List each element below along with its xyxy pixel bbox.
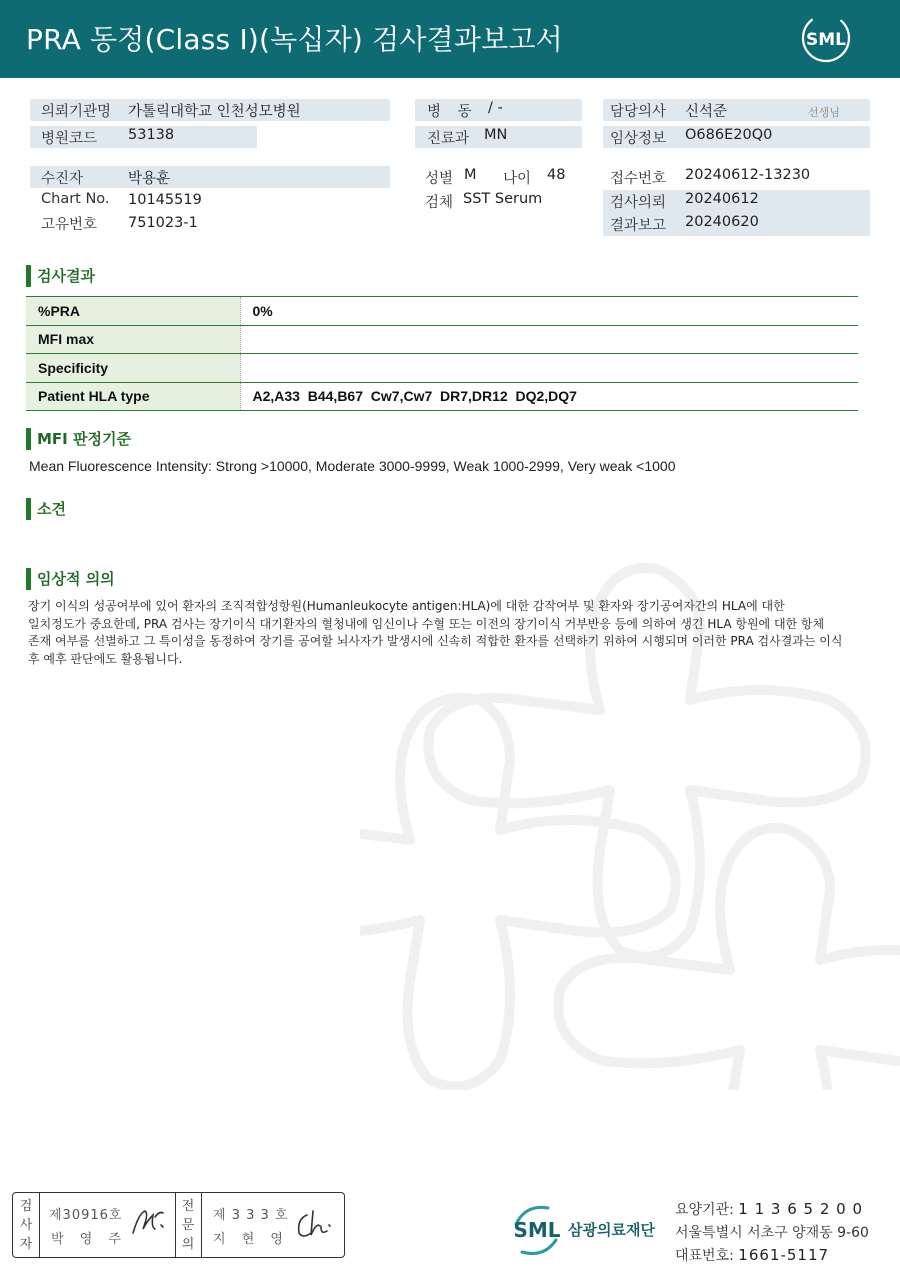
svg-text:SML: SML (806, 30, 846, 50)
results-section-title: 검사결과 (26, 265, 95, 287)
specimen-value: SST Serum (463, 191, 543, 207)
patient-label: 수진자 (41, 171, 84, 187)
clinical-line: 후 예후 판단에도 활용됩니다. (28, 651, 183, 666)
examiner-name: 박 영 주 (51, 1232, 127, 1247)
table-row (26, 382, 858, 411)
mfi-criteria-text: Mean Fluorescence Intensity: Strong >10000, Moderate 3000-9999, Weak 1000-2999, Very weak <1000 (29, 458, 676, 474)
clinical-line: 장기 이식의 성공여부에 있어 환자의 조직적합성항원(Humanleukocyte antigen:HLA)에 대한 감작여부 및 환자와 장기공여자간의 HLA에 대한 (28, 599, 785, 613)
examiner-license-no: 제30916호 (49, 1208, 123, 1223)
request-date-value: 20240612 (685, 191, 759, 207)
opinion-section-title: 소견 (26, 498, 66, 520)
report-date-value: 20240620 (685, 214, 759, 230)
sml-logo-icon (800, 12, 852, 64)
care-value: 1 1 3 6 5 2 0 0 (738, 1200, 864, 1218)
sex-label: 성별 (425, 171, 454, 187)
org-name: 삼광의료재단 (568, 1221, 655, 1239)
clinical-section-title: 임상적 의의 (26, 568, 115, 590)
ward-label: 병 동 (427, 104, 478, 120)
result-key: %PRA (26, 297, 240, 326)
clinical-significance-text (28, 598, 868, 668)
hospital-code-value: 53138 (128, 127, 175, 143)
specialist-name: 지 현 영 (213, 1232, 289, 1247)
report-title: PRA 동정(Class I)(녹십자) 검사결과보고서 (26, 23, 563, 56)
specialist-title: 전 문 의 (181, 1199, 195, 1252)
chart-label: Chart No. (41, 191, 110, 207)
examiner-signature (129, 1203, 169, 1243)
signature-box (12, 1192, 345, 1258)
receipt-label: 접수번호 (610, 171, 667, 187)
table-row (26, 297, 858, 326)
phone-label: 대표번호: (675, 1248, 734, 1264)
sex-value: M (464, 167, 477, 183)
divider (175, 1193, 176, 1257)
clinical-info-value: O686E20Q0 (685, 127, 773, 143)
specialist-signature (293, 1205, 337, 1245)
doctor-label: 담당의사 (610, 104, 667, 120)
sml-logo-icon (508, 1202, 566, 1258)
phone-line (675, 1245, 829, 1265)
table-row (26, 354, 858, 383)
specimen-label: 검체 (425, 195, 454, 211)
result-key: MFI max (26, 325, 240, 354)
specialist-license-no: 제 3 3 3 호 (213, 1208, 289, 1223)
info-shade (30, 166, 390, 188)
care-label: 요양기관: (675, 1202, 734, 1218)
result-key: Specificity (26, 354, 240, 383)
divider (201, 1193, 202, 1257)
address-line: 서울특별시 서초구 양재동 9-60 (675, 1225, 869, 1241)
results-table (26, 296, 858, 411)
result-value: A2,A33 B44,B67 Cw7,Cw7 DR7,DR12 DQ2,DQ7 (240, 382, 858, 411)
request-date-label: 검사의뢰 (610, 195, 667, 211)
divider (39, 1193, 40, 1257)
examiner-title: 검 사 자 (19, 1199, 33, 1252)
unique-no-label: 고유번호 (41, 217, 98, 233)
clinical-line: 일치정도가 중요한데, PRA 검사는 장기이식 대기환자의 혈청내에 임신이나 수혈 또는 이전의 장기이식 거부반응 등에 의하여 생긴 HLA 항원에 대한 항체 (28, 616, 825, 631)
clinical-info-label: 임상정보 (610, 131, 667, 147)
receipt-value: 20240612-13230 (685, 167, 811, 183)
result-value (240, 325, 858, 354)
clinical-line: 존재 여부를 선별하고 그 특이성을 동정하여 장기를 공여할 뇌사자가 발생시에 신속히 적합한 환자를 선택하기 위하여 시행되며 이러한 PRA 검사결과는 이식 (28, 634, 843, 648)
chart-value: 10145519 (128, 192, 202, 208)
hospital-code-label: 병원코드 (41, 131, 98, 147)
ward-value: / - (488, 100, 503, 116)
care-institution-line (675, 1199, 863, 1219)
result-value: 0% (240, 297, 858, 326)
result-value (240, 354, 858, 383)
dept-value: MN (484, 127, 508, 143)
age-value: 48 (547, 167, 566, 183)
doctor-value: 신석준 (685, 104, 728, 120)
dept-label: 진료과 (427, 131, 470, 147)
doctor-suffix: 선생님 (808, 106, 840, 119)
institution-value: 가톨릭대학교 인천성모병원 (128, 104, 301, 120)
svg-text:SML: SML (513, 1218, 561, 1242)
age-label: 나이 (503, 171, 532, 187)
table-row (26, 325, 858, 354)
report-date-label: 결과보고 (610, 218, 667, 234)
result-key: Patient HLA type (26, 382, 240, 411)
mfi-section-title: MFI 판정기준 (26, 428, 131, 450)
phone-value: 1661-5117 (738, 1246, 830, 1264)
institution-label: 의뢰기관명 (41, 104, 112, 120)
unique-no-value: 751023-1 (128, 215, 198, 231)
patient-value: 박용훈 (128, 171, 171, 187)
